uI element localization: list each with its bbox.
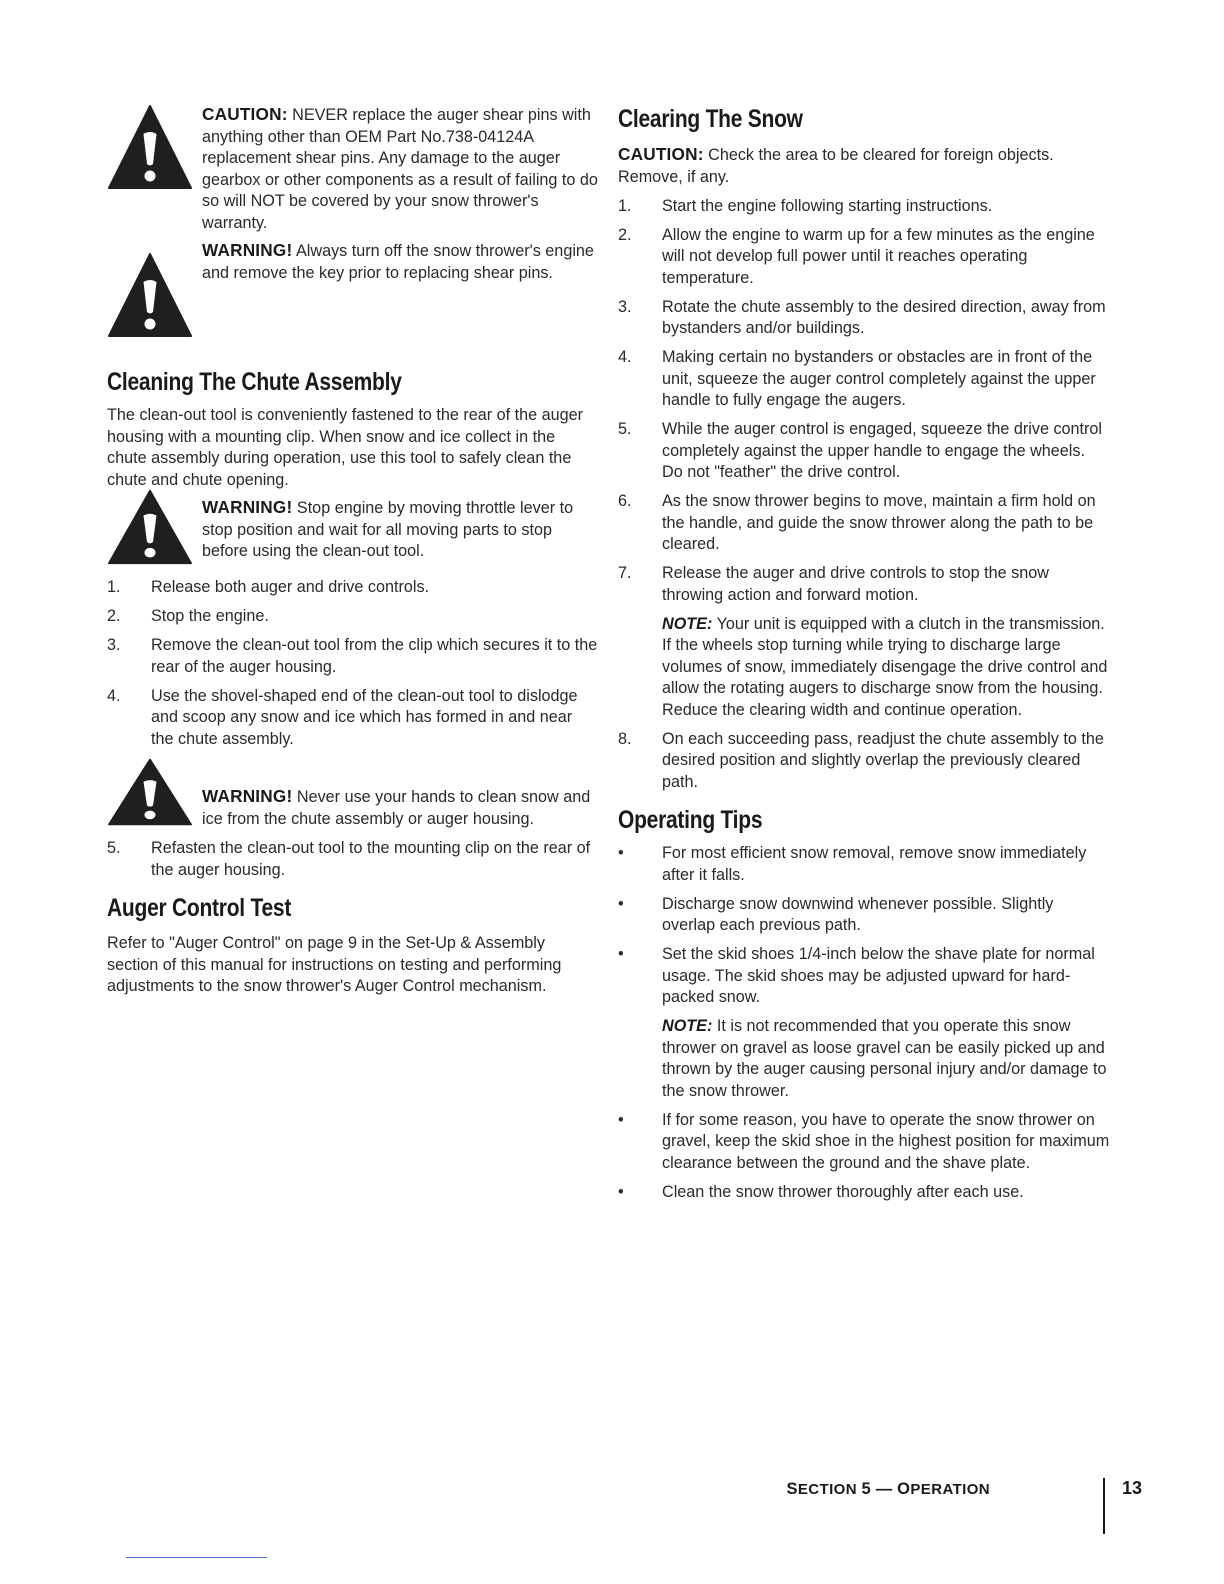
list-item: 8. On each succeeding pass, readjust the chute assembly to the desired position and slightly overlap the previously cleared path. xyxy=(618,729,1104,791)
warning-triangle-icon xyxy=(107,489,193,565)
list-item: • Discharge snow downwind whenever possible. Slightly overlap each previous path. xyxy=(618,894,1110,937)
list-item: 1. Start the engine following starting instructions. xyxy=(618,196,993,215)
footer-divider xyxy=(1103,1478,1105,1534)
bottom-link-underline xyxy=(126,1557,267,1558)
heading-clearing-snow: Clearing The Snow xyxy=(618,105,803,133)
bullet: • xyxy=(618,1110,624,1129)
warning-never-use-hands xyxy=(107,758,599,831)
list-item: • Clean the snow thrower thoroughly after each use. xyxy=(618,1182,1110,1204)
bullet: • xyxy=(618,945,624,963)
list-item: 5. While the auger control is engaged, squeeze the drive control completely against the upper handle to engage the wheels. Do not "feather" the drive control. xyxy=(618,420,1103,481)
warning-triangle-icon xyxy=(107,252,193,338)
warning-keyword: WARNING! xyxy=(202,240,293,260)
list-item: • For most efficient snow removal, remove snow immediately after it falls. xyxy=(618,843,1110,886)
list-item: 7. Release the auger and drive controls to stop the snow throwing action and forward motion. xyxy=(618,564,1049,604)
bullet: • xyxy=(618,844,624,862)
warning-never-use-hands-text: WARNING! Never use your hands to clean snow and ice from the chute assembly or auger housing. xyxy=(202,786,591,828)
bullet: • xyxy=(618,1182,624,1201)
note-keyword: NOTE: xyxy=(662,614,713,633)
list-item: 3. Remove the clean-out tool from the clip which secures it to the rear of the auger housing. xyxy=(107,636,598,676)
list-item: • If for some reason, you have to operate the snow thrower on gravel, keep the skid shoe in the highest position for maximum clearance between the ground and the shave plate. xyxy=(618,1110,1110,1175)
note-keyword: NOTE: xyxy=(662,1017,713,1035)
list-item: 6. As the snow thrower begins to move, maintain a firm hold on the handle, and guide the snow thrower along the path to be cleared. xyxy=(618,492,1096,553)
footer-section-label: SECTION 5 — OPERATION xyxy=(786,1480,990,1498)
warning-turn-off-engine xyxy=(107,240,599,343)
operating-tips-list-continued xyxy=(618,1110,1110,1204)
heading-cleaning-chute: Cleaning The Chute Assembly xyxy=(107,368,402,396)
list-item: 5. Refasten the clean-out tool to the mounting clip on the rear of the auger housing. xyxy=(107,839,591,879)
clearing-steps xyxy=(618,196,1110,607)
caution-keyword: CAUTION: xyxy=(618,144,704,164)
right-column xyxy=(618,104,1110,1203)
list-item: 4. Use the shovel-shaped end of the clean-out tool to dislodge and scoop any snow and ice which has formed in and near the chute assembly. xyxy=(107,686,578,748)
warning-turn-off-engine-text: WARNING! Always turn off the snow thrower's engine and remove the key prior to replacing shear pins. xyxy=(202,240,594,282)
clearing-caution: CAUTION: Check the area to be cleared for foreign objects. Remove, if any. xyxy=(618,144,1054,186)
page-footer xyxy=(786,1478,1143,1534)
warning-triangle-icon xyxy=(107,104,193,190)
warning-triangle-icon xyxy=(107,758,193,826)
warning-stop-engine xyxy=(107,497,599,570)
heading-operating-tips: Operating Tips xyxy=(618,806,763,834)
bullet: • xyxy=(618,894,624,913)
page-number: 13 xyxy=(1122,1478,1143,1498)
caution-keyword: CAUTION: xyxy=(202,104,288,124)
caution-shear-pins-text: CAUTION: NEVER replace the auger shear pins with anything other than OEM Part No.738-04124A replacement shear pins. Any damage to the auger gearbox or other components as a result of failing to do so will NOT be covered by your snow thrower's warranty. xyxy=(202,104,598,232)
chute-intro: The clean-out tool is conveniently fastened to the rear of the auger housing with a mounting clip. When snow and ice collect in the chute assembly during operation, use this tool to safely clean the chute and chute opening. xyxy=(107,406,584,489)
caution-shear-pins xyxy=(107,104,599,234)
heading-auger-control-test: Auger Control Test xyxy=(107,894,292,922)
clutch-note: NOTE: Your unit is equipped with a clutch in the transmission. If the wheels stop turning while trying to discharge large volumes of snow, immediately disengage the drive control and allow the rotating augers to discharge snow from the housing. Reduce the clearing width and continue operation. xyxy=(662,614,1108,719)
warning-keyword: WARNING! xyxy=(202,497,293,517)
list-item: 1. Release both auger and drive controls. xyxy=(107,578,430,596)
list-item: • Set the skid shoes 1/4-inch below the shave plate for normal usage. The skid shoes may be adjusted upward for hard-packed snow. xyxy=(618,944,1110,1009)
list-item: 4. Making certain no bystanders or obstacles are in front of the unit, squeeze the auger control completely against the upper handle to fully engage the augers. xyxy=(618,348,1096,409)
list-item: 2. Allow the engine to warm up for a few minutes as the engine will not develop full power until it reaches operating temperature. xyxy=(618,225,1095,287)
warning-stop-engine-text: WARNING! Stop engine by moving throttle lever to stop position and wait for all moving parts to stop before using the clean-out tool. xyxy=(202,497,574,560)
auger-test-text: Refer to "Auger Control" on page 9 in the Set-Up & Assembly section of this manual for instructions on testing and performing adjustments to the snow thrower's Auger Control mechanism. xyxy=(107,934,562,995)
left-column xyxy=(107,104,599,998)
operating-tips-list xyxy=(618,843,1110,1009)
gravel-note: NOTE: It is not recommended that you operate this snow thrower on gravel as loose gravel can be easily picked up and thrown by the auger causing personal injury and/or damage to the snow thrower. xyxy=(662,1017,1107,1100)
list-item: 2. Stop the engine. xyxy=(107,607,269,625)
chute-steps xyxy=(107,577,599,750)
list-item: 3. Rotate the chute assembly to the desired direction, away from bystanders and/or buildings. xyxy=(618,297,1106,337)
warning-keyword: WARNING! xyxy=(202,786,293,806)
